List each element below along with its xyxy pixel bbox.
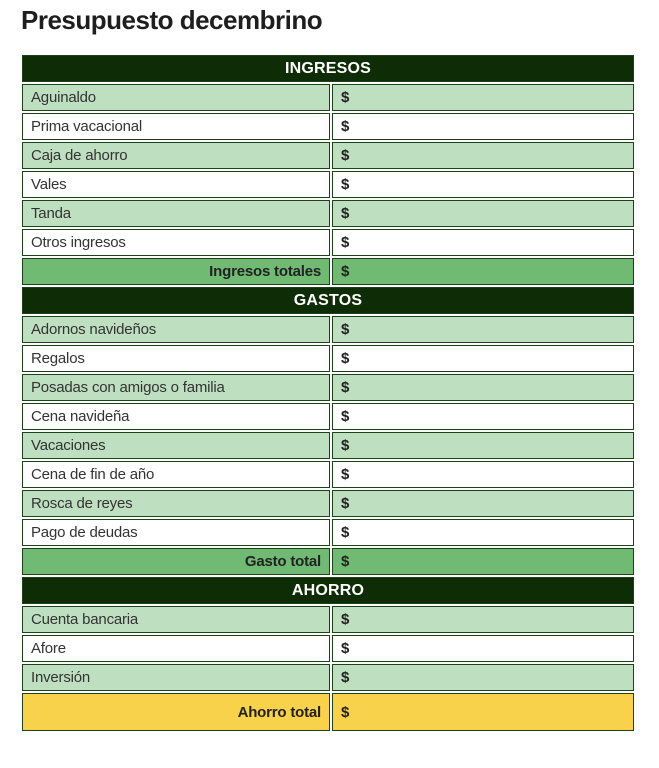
- row-label: Cena navideña: [22, 403, 330, 430]
- currency-symbol: $: [341, 640, 350, 657]
- table-row: [22, 490, 634, 517]
- row-value-cell: [332, 490, 634, 517]
- row-value-cell: [332, 664, 634, 691]
- table-row: [22, 171, 634, 198]
- row-label: Vales: [22, 171, 330, 198]
- row-value-cell: [332, 171, 634, 198]
- row-value-cell: [332, 142, 634, 169]
- currency-symbol: $: [341, 437, 350, 454]
- currency-symbol: $: [341, 495, 350, 512]
- table-row: [22, 345, 634, 372]
- currency-symbol: $: [341, 466, 350, 483]
- page-title: Presupuesto decembrino: [21, 5, 323, 35]
- table-row: [22, 113, 634, 140]
- total-row-ahorro: [22, 693, 634, 731]
- currency-symbol: $: [341, 89, 350, 106]
- row-value-cell: [332, 635, 634, 662]
- total-label: Ahorro total: [22, 693, 330, 731]
- section-header-gastos: GASTOS: [22, 287, 634, 314]
- table-row: [22, 461, 634, 488]
- table-row: [22, 403, 634, 430]
- row-value-cell: [332, 519, 634, 546]
- currency-symbol: $: [341, 205, 350, 222]
- row-label: Afore: [22, 635, 330, 662]
- currency-symbol: $: [341, 408, 350, 425]
- row-label: Pago de deudas: [22, 519, 330, 546]
- currency-symbol: $: [341, 553, 350, 570]
- row-label: Cuenta bancaria: [22, 606, 330, 633]
- currency-symbol: $: [341, 176, 350, 193]
- row-label: Caja de ahorro: [22, 142, 330, 169]
- table-row: [22, 229, 634, 256]
- table-row: [22, 84, 634, 111]
- row-value-cell: [332, 84, 634, 111]
- row-label: Rosca de reyes: [22, 490, 330, 517]
- currency-symbol: $: [341, 350, 350, 367]
- total-label: Gasto total: [22, 548, 330, 575]
- table-row: [22, 432, 634, 459]
- row-label: Vacaciones: [22, 432, 330, 459]
- row-label: Cena de fin de año: [22, 461, 330, 488]
- row-label: Regalos: [22, 345, 330, 372]
- currency-symbol: $: [341, 234, 350, 251]
- section-header-row-ahorro: [22, 577, 634, 604]
- row-value-cell: [332, 345, 634, 372]
- currency-symbol: $: [341, 669, 350, 686]
- row-value-cell: [332, 606, 634, 633]
- total-row-ingresos: [22, 258, 634, 285]
- currency-symbol: $: [341, 321, 350, 338]
- section-header-ingresos: INGRESOS: [22, 55, 634, 82]
- section-header-row-gastos: [22, 287, 634, 314]
- total-label: Ingresos totales: [22, 258, 330, 285]
- row-value-cell: [332, 432, 634, 459]
- row-label: Adornos navideños: [22, 316, 330, 343]
- total-value-cell: [332, 258, 634, 285]
- row-label: Aguinaldo: [22, 84, 330, 111]
- row-value-cell: [332, 374, 634, 401]
- row-value-cell: [332, 461, 634, 488]
- table-row: [22, 519, 634, 546]
- row-label: Inversión: [22, 664, 330, 691]
- section-header-row-ingresos: [22, 55, 634, 82]
- table-row: [22, 606, 634, 633]
- currency-symbol: $: [341, 263, 350, 280]
- currency-symbol: $: [341, 703, 350, 721]
- total-value-cell: [332, 548, 634, 575]
- table-row: [22, 635, 634, 662]
- row-label: Prima vacacional: [22, 113, 330, 140]
- budget-table: [20, 53, 636, 733]
- currency-symbol: $: [341, 524, 350, 541]
- row-label: Posadas con amigos o familia: [22, 374, 330, 401]
- row-label: Tanda: [22, 200, 330, 227]
- total-value-cell: [332, 693, 634, 731]
- table-row: [22, 316, 634, 343]
- currency-symbol: $: [341, 379, 350, 396]
- row-value-cell: [332, 316, 634, 343]
- row-label: Otros ingresos: [22, 229, 330, 256]
- currency-symbol: $: [341, 118, 350, 135]
- currency-symbol: $: [341, 147, 350, 164]
- table-row: [22, 142, 634, 169]
- table-row: [22, 374, 634, 401]
- currency-symbol: $: [341, 611, 350, 628]
- row-value-cell: [332, 403, 634, 430]
- table-row: [22, 200, 634, 227]
- row-value-cell: [332, 200, 634, 227]
- row-value-cell: [332, 229, 634, 256]
- table-row: [22, 664, 634, 691]
- section-header-ahorro: AHORRO: [22, 577, 634, 604]
- total-row-gastos: [22, 548, 634, 575]
- row-value-cell: [332, 113, 634, 140]
